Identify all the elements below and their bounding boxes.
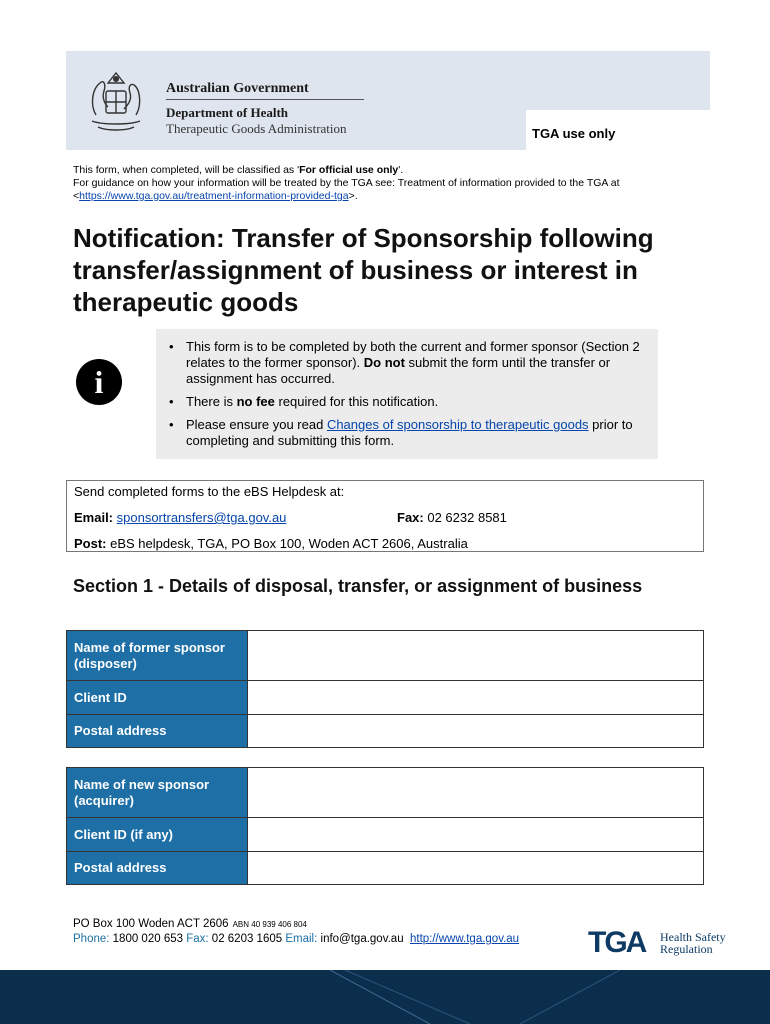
page-title: Notification: Transfer of Sponsorship following transfer/assignment of business or interest in therapeutic goods — [73, 223, 654, 317]
info-box — [156, 329, 658, 459]
tga-use-only-label: TGA use only — [532, 126, 616, 141]
new-client-id-label: Client ID (if any) — [67, 818, 247, 851]
section-1-title: Section 1 - Details of disposal, transfer, or assignment of business — [73, 576, 643, 596]
former-sponsor-name-label: Name of former sponsor (disposer) — [67, 631, 247, 680]
gov-title: Australian Government — [166, 81, 309, 96]
coat-of-arms-icon — [82, 65, 150, 137]
footer-contact: Phone: 1800 020 653 Fax: 02 6203 1605 Email: info@tga.gov.au http://www.tga.gov.au — [73, 933, 520, 945]
decorative-lines — [0, 970, 770, 1024]
former-sponsor-name-field[interactable] — [247, 631, 703, 680]
info-bullet: • There is no fee required for this notification. — [186, 394, 646, 410]
info-bullet: • This form is to be completed by both the current and former sponsor (Section 2 relates to the former sponsor). Do not submit the form until the transfer or assignment has occurred. — [186, 339, 646, 387]
former-postal-address-field[interactable] — [247, 715, 703, 747]
new-client-id-field[interactable] — [247, 818, 703, 851]
former-client-id-field[interactable] — [247, 681, 703, 714]
info-bullet: • Please ensure you read Changes of sponsorship to therapeutic goods prior to completing and submitting this form. — [186, 417, 646, 449]
former-client-id-label: Client ID — [67, 681, 247, 714]
new-sponsor-name-label: Name of new sponsor (acquirer) — [67, 768, 247, 817]
new-postal-address-field[interactable] — [247, 852, 703, 884]
new-sponsor-name-field[interactable] — [247, 768, 703, 817]
divider — [166, 99, 364, 100]
info-icon: i — [76, 359, 122, 405]
footer-band — [0, 970, 770, 1024]
former-sponsor-table — [66, 630, 704, 748]
header-banner — [66, 51, 710, 150]
treatment-info-link[interactable]: https://www.tga.gov.au/treatment-information-provided-tga — [79, 190, 349, 202]
classification-note: This form, when completed, will be classified as 'For official use only'. For guidance on how your information will be treated by the TGA see: Treatment of information provided to the TGA at <https://www.tga.gov.au/treatment-information-provided-tga>. — [73, 164, 620, 202]
new-postal-address-label: Postal address — [67, 852, 247, 884]
tga-website-link[interactable]: http://www.tga.gov.au — [409, 933, 520, 945]
agency-name: Therapeutic Goods Administration — [166, 121, 347, 136]
new-sponsor-table — [66, 767, 704, 885]
changes-of-sponsorship-link[interactable]: Changes of sponsorship to therapeutic goods — [326, 417, 589, 432]
former-postal-address-label: Postal address — [67, 715, 247, 747]
email-link[interactable]: sponsortransfers@tga.gov.au — [116, 510, 287, 525]
department-name: Department of Health — [166, 105, 289, 120]
send-instructions: Send completed forms to the eBS Helpdesk at: Email: sponsortransfers@tga.gov.au Fax: 02 6232 8581 Post: eBS helpdesk, TGA, PO Box 100, Woden ACT 2606, Australia — [66, 480, 704, 552]
footer-address: PO Box 100 Woden ACT 2606 ABN 40 939 406 804 — [73, 918, 307, 930]
